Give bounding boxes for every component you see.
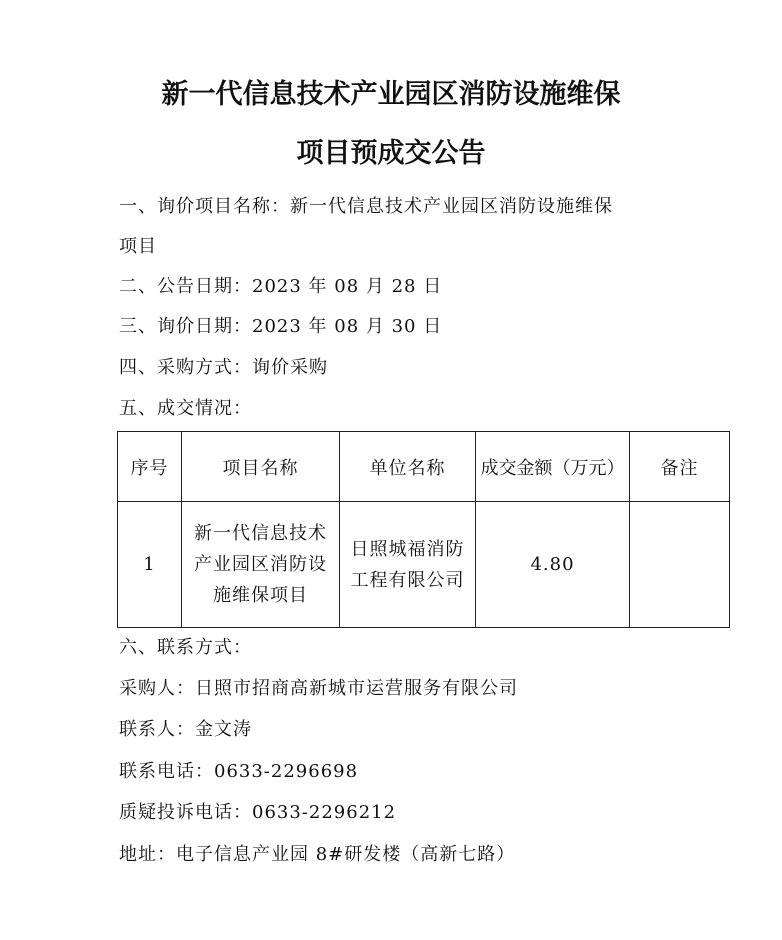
project-name-label: 一、询价项目名称： <box>119 196 290 217</box>
procurement-method-value: 询价采购 <box>252 357 328 378</box>
header-index: 序号 <box>118 432 182 502</box>
document-title-line-2: 项目预成交公告 <box>296 138 486 169</box>
cell-amount: 4.80 <box>476 502 630 628</box>
cell-company-name: 日照城福消防工程有限公司 <box>340 502 476 628</box>
contact-phone-line <box>119 760 358 784</box>
contact-person-label: 联系人： <box>119 719 195 740</box>
deal-result-label: 五、成交情况： <box>119 398 252 419</box>
header-remark: 备注 <box>630 432 730 502</box>
address-line <box>119 843 515 867</box>
cell-project-name: 新一代信息技术产业园区消防设施维保项目 <box>182 502 340 628</box>
inquiry-date-line <box>119 315 442 339</box>
announce-date-line <box>119 275 442 299</box>
purchaser-label: 采购人： <box>119 678 195 699</box>
procurement-method-line <box>119 356 328 380</box>
table-header-row <box>118 432 730 502</box>
address-label: 地址： <box>119 844 176 865</box>
announce-date-label: 二、公告日期： <box>119 276 252 297</box>
inquiry-date-label: 三、询价日期： <box>119 316 252 337</box>
address-value: 电子信息产业园 8#研发楼（高新七路） <box>176 844 516 865</box>
contact-phone-label: 联系电话： <box>119 761 214 782</box>
header-project-name: 项目名称 <box>182 432 340 502</box>
project-name-line <box>119 195 613 219</box>
contact-phone-value: 0633-2296698 <box>214 761 359 782</box>
cell-remark <box>630 502 730 628</box>
project-name-value: 新一代信息技术产业园区消防设施维保 <box>290 196 613 217</box>
contact-section-label: 六、联系方式： <box>119 637 252 658</box>
project-name-continuation: 项目 <box>119 236 157 257</box>
complaint-phone-line <box>119 801 396 825</box>
contact-person-line <box>119 718 252 742</box>
complaint-phone-value: 0633-2296212 <box>252 802 397 823</box>
cell-index: 1 <box>118 502 182 628</box>
deal-table <box>117 431 730 628</box>
header-company-name: 单位名称 <box>340 432 476 502</box>
complaint-phone-label: 质疑投诉电话： <box>119 802 252 823</box>
inquiry-date-value: 2023 年 08 月 30 日 <box>252 316 443 337</box>
purchaser-value: 日照市招商高新城市运营服务有限公司 <box>195 678 518 699</box>
purchaser-line <box>119 677 518 701</box>
header-amount: 成交金额（万元） <box>476 432 630 502</box>
contact-person-value: 金文涛 <box>195 719 252 740</box>
procurement-method-label: 四、采购方式： <box>119 357 252 378</box>
table-row <box>118 502 730 628</box>
document-title-line-1: 新一代信息技术产业园区消防设施维保 <box>161 79 621 110</box>
announce-date-value: 2023 年 08 月 28 日 <box>252 276 443 297</box>
